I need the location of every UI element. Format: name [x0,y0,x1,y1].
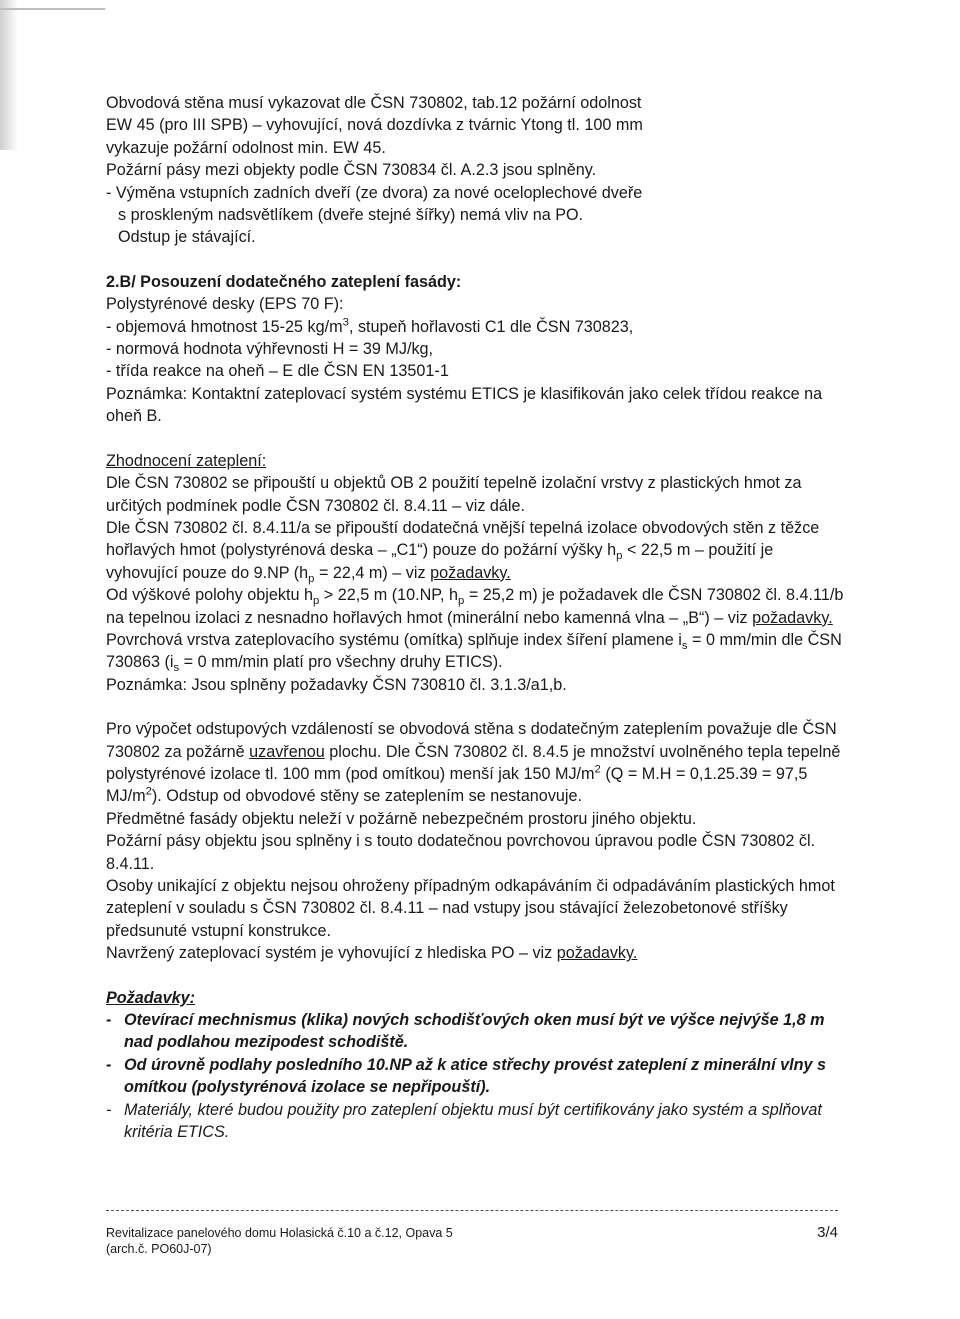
evaluation-paragraph: Od výškové polohy objektu $h_p > 22,5$ m (10.NP, $h_p = 25,2$ m) je požadavek dle ČSN 730802 čl. 8.4.11/b na tepelnou izolaci z nesnadno hořlavých hmot (minerální nebo kamenná vlna – „B“) – viz požadavky. [106,586,844,627]
eps-heat-line: - normová hodnota výhřevnosti H = 39 MJ/kg, [106,340,434,359]
scan-line [0,8,105,10]
evaluation-paragraph: Dle ČSN 730802 se připouští u objektů OB 2 použití tepelně izolační vrstvy z plastických hmot za určitých podmínek podle ČSN 730802 čl. 8.4.11 – viz dále. [106,474,802,515]
distances-section [106,718,846,964]
document-page [106,92,846,1143]
requirement-item: - Od úrovně podlahy posledního 10.NP až k atice střechy provést zateplení z minerální vlny s omítkou (polystyrénová izolace se nepřipouští). [106,1055,826,1097]
evaluation-paragraph: Dle ČSN 730802 čl. 8.4.11/a se připouští dodatečná vnější tepelná izolace obvodových stěn z těžce hořlavých hmot (polystyrénová deska – „C1“) pouze do požární výšky $h_p < 22,5$ m – použití je vyhovující pouze do 9.NP ($h_p = 22,4$ m) – viz požadavky. [106,518,820,585]
intro-paragraph [106,92,846,249]
intro-line: Požární pásy mezi objekty podle ČSN 730834 čl. A.2.3 jsou splněny. [106,161,597,180]
door-item-line: s proskleným nadsvětlíkem (dveře stejné šířky) nemá vliv na PO. [118,206,584,225]
evaluation-section [106,450,846,696]
footer-project: Revitalizace panelového domu Holasická č.10 a č.12, Opava 5 [106,1226,453,1240]
distances-paragraph: Osoby unikající z objektu nejsou ohroženy případným odkapáváním či odpadáváním plastických hmot zateplení v souladu s ČSN 730802 čl. 8.4.11 – nad vstupy jsou stávající železobetonové stříšky předsunuté vstupní konstrukce. [106,877,835,940]
requirement-item: - Otevírací mechnismus (klika) nových schodišťových oken musí být ve výšce nejvýše 1,8 m nad podlahou mezipodest schodiště. [106,1011,825,1052]
distances-paragraph: Předmětné fasády objektu neleží v požárně nebezpečném prostoru jiného objektu. [106,809,697,828]
requirements-link: požadavky. [556,944,638,963]
footer-archive-number: (arch.č. PO60J-07) [106,1242,212,1256]
evaluation-note: Poznámka: Jsou splněny požadavky ČSN 730810 čl. 3.1.3/a1,b. [106,675,567,694]
distances-paragraph: Pro výpočet odstupových vzdáleností se obvodová stěna s dodatečným zateplením považuje dle ČSN 730802 za požárně uzavřenou plochu. Dle ČSN 730802 čl. 8.4.5 je množství uvolněného tepla tepelně polystyrénové izolace tl. 100 mm (pod omítkou) menší jak 150 $MJ/m^2$ (Q = M.H = 0,1.25.39 = 97,5 $MJ/m^2$). Odstup od obvodové stěny se zateplením se nestanovuje. [106,720,841,806]
requirements-section [106,987,846,1144]
intro-line: EW 45 (pro III SPB) – vyhovující, nová dozdívka z tvárnic Ytong tl. 100 mm [106,116,643,135]
requirement-item: - Materiály, které budou použity pro zateplení objektu musí být certifikovány jako systém a splňovat kritéria ETICS. [106,1100,822,1142]
eps-density-line: - objemová hmotnost 15-25 $kg/m^3$, stupeň hořlavosti C1 dle ČSN 730823, [106,316,634,336]
page-number: 3/4 [817,1224,838,1241]
requirements-link: požadavky. [430,563,511,582]
distances-paragraph: Navržený zateplovací systém je vyhovující z hlediska PO – viz požadavky. [106,944,638,963]
door-item-line: Odstup je stávající. [118,228,256,247]
etics-note: Poznámka: Kontaktní zateplovací systém systému ETICS je klasifikován jako celek třídou reakce na oheň B. [106,384,823,426]
distances-paragraph: Požární pásy objektu jsou splněny i s touto dodatečnou povrchovou úpravou podle ČSN 730802 čl. 8.4.11. [106,832,816,873]
section-b-heading: 2.B/ Posouzení dodatečného zateplení fasády: [106,272,462,291]
section-b [106,271,846,428]
evaluation-heading: Zhodnocení zateplení: [106,451,267,470]
intro-line: Obvodová stěna musí vykazovat dle ČSN 730802, tab.12 požární odolnost [106,94,642,112]
footer-divider [106,1210,838,1211]
requirements-heading: Požadavky: [106,988,196,1007]
intro-line: vykazuje požární odolnost min. EW 45. [106,138,386,157]
door-item-line: - Výměna vstupních zadních dveří (ze dvora) za nové oceloplechové dveře [106,183,643,202]
scan-shadow [0,0,18,150]
eps-fire-class-line: - třída reakce na oheň – E dle ČSN EN 13501-1 [106,362,449,381]
page-footer [106,1225,838,1257]
eps-line: Polystyrénové desky (EPS 70 F): [106,295,344,314]
requirements-link: požadavky. [752,608,833,627]
evaluation-paragraph: Povrchová vrstva zateplovacího systému (omítka) splňuje index šíření plamene $i_s = 0$ mm/min dle ČSN 730863 ($i_s = 0$ mm/min platí pro všechny druhy ETICS). [106,630,842,675]
